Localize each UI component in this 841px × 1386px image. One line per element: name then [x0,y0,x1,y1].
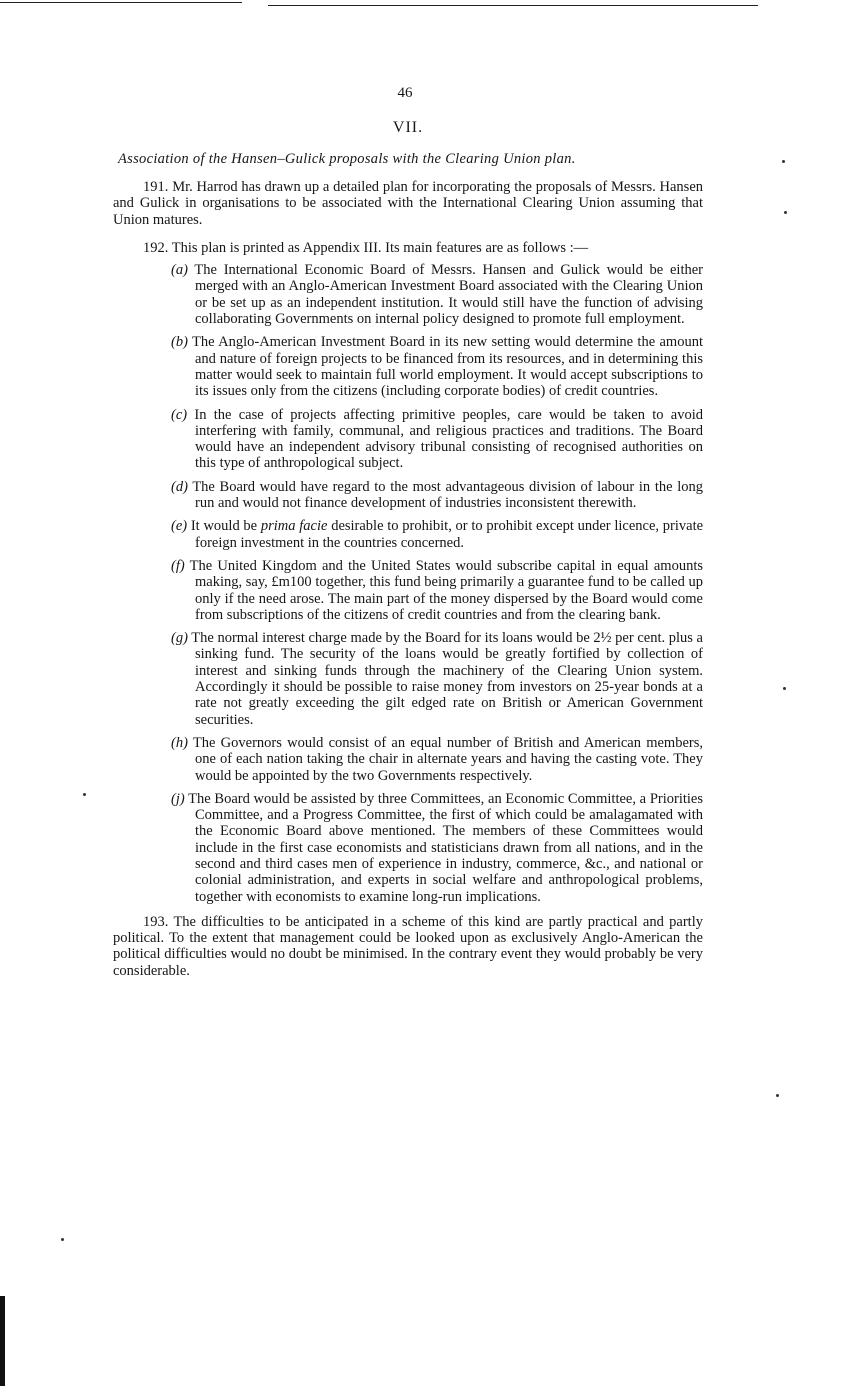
section-heading: Association of the Hansen–Gulick proposals with the Clearing Union plan. [118,151,576,167]
list-item-letter: (c) [171,406,188,423]
list-item-text: The International Economic Board of Messrs. Hansen and Gulick would be either merged with an Anglo-American Investment Board associated with the Clearing Union or be set up as an independent institution. It would still have the function of advising collaborating Governments on internal policy designed to promote full employment. [194,262,703,328]
document-body [113,179,703,991]
page-number: 46 [397,85,413,101]
top-rule-right [268,5,758,6]
list-item-text: The Board would have regard to the most advantageous division of labour in the long run and would not finance development of industries inconsistent therewith. [192,478,703,512]
paragraph-number: 193. [143,913,169,930]
list-item [113,407,703,472]
list-item-text: The United Kingdom and the United States would subscribe capital in equal amounts making, say, £m100 together, this fund being primarily a guarantee fund to be called up only if the need arose. The main part of the money dispersed by the Board would come from subscriptions of the citizens of credit countries and from the clearing bank. [189,557,703,623]
list-item-text: The Governors would consist of an equal number of British and American members, one of each nation taking the chair in alternate years and having the casting vote. They would be appointed by the two Governments respectively. [192,734,703,784]
scan-speck [784,211,787,214]
list-item-text: The normal interest charge made by the Board for its loans would be 2½ per cent. plus a sinking fund. The security of the loans would be greatly fortified by collection of interest and sinking funds through the machinery of the Clearing Union system. Accordingly it should be possible to raise money from investors on 25-year bonds at a rate not greatly exceeding the gilt edged rate on British or American Government securities. [191,630,703,728]
paragraph-number: 192. [143,239,169,256]
list-item-letter: (d) [171,478,188,495]
scan-speck [783,687,786,690]
list-item [113,735,703,784]
list-item-text: In the case of projects affecting primitive peoples, care would be taken to avoid interfering with family, communal, and religious practices and traditions. The Board would have an independent advisory tribunal consisting of recognised authorities on this type of anthropological subject. [194,406,703,472]
paragraph-193 [113,914,703,979]
list-item-letter: (h) [171,734,188,751]
italic-phrase: prima facie [260,518,328,535]
features-list [113,262,703,905]
list-item-letter: (e) [171,518,188,535]
scan-speck [782,160,785,163]
top-rule-left [0,2,242,3]
list-item-text: The Anglo-American Investment Board in its new setting would determine the amount and nature of foreign projects to be financed from its resources, and in determining this matter would seek to maintain full world employment. It would accept subscriptions to its issues only from the citizens (including corporate bodies) of credit countries. [192,334,703,400]
paragraph-text: The difficulties to be anticipated in a scheme of this kind are partly practical and partly political. To the extent that management could be looked upon as exclusively Anglo-American the political difficulties would no doubt be minimised. In the contrary event they would probably be very considerable. [113,913,703,979]
scan-edge-mark [0,1296,5,1386]
paragraph-192 [113,240,703,256]
list-item [113,262,703,327]
text-run: desirable to prohibit, or to prohibit except under licence, private foreign investment in the countries concerned. [195,518,704,551]
list-item-letter: (j) [171,790,185,807]
paragraph-number: 191. [143,179,169,195]
list-item-text: The Board would be assisted by three Committees, an Economic Committee, a Priorities Committee, and a Progress Committee, the first of which could be amalagamated with the Economic Board above mentioned. The members of these Committees would include in the first case economists and statisticians drawn from all nations, and in the second and third cases men of experience in industry, commerce, &c., and national or colonial administration, and experts in social welfare and anthropological problems, together with economists to examine long-run implications. [188,790,703,905]
list-item [113,479,703,512]
paragraph-text: Mr. Harrod has drawn up a detailed plan for incorporating the proposals of Messrs. Hansen and Gulick in organisations to be associated with the International Clearing Union assuming that Union matures. [113,179,704,228]
list-item [113,334,703,399]
scan-speck [776,1094,779,1097]
list-item-letter: (f) [171,557,185,574]
list-item [113,518,703,551]
list-item [113,558,703,623]
paragraph-text: This plan is printed as Appendix III. Its main features are as follows :— [171,239,589,256]
list-item-text [191,518,703,550]
paragraph-191 [113,179,703,228]
list-item-letter: (b) [171,334,188,351]
section-number: VII. [392,119,424,136]
list-item-letter: (a) [171,262,188,279]
list-item-letter: (g) [171,630,188,647]
list-item [113,630,703,728]
text-run: It would be [190,518,258,535]
list-item [113,791,703,905]
scan-speck [61,1238,64,1241]
scan-speck [83,793,86,796]
